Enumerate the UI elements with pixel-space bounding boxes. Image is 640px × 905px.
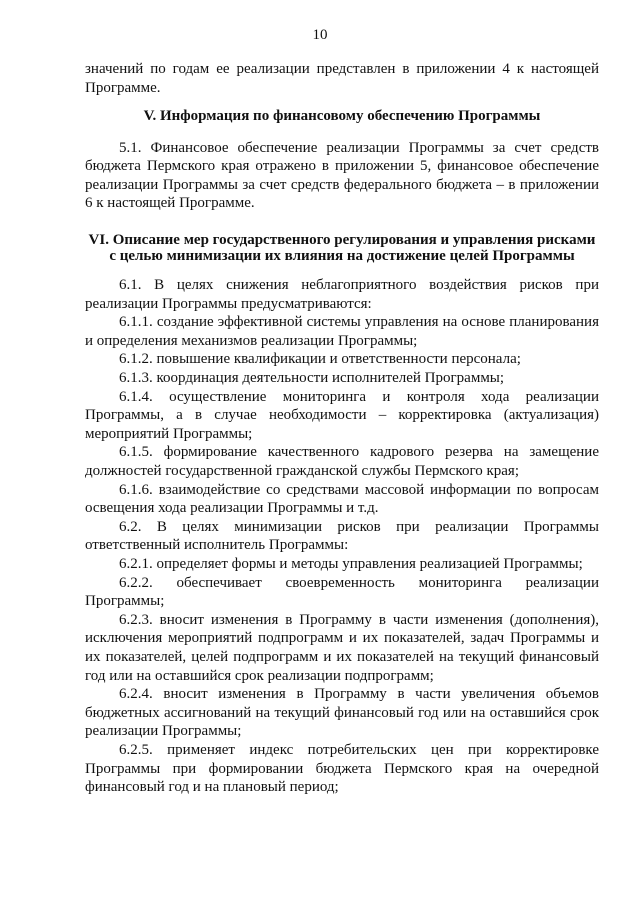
section-5-title: V. Информация по финансовому обеспечению Программы <box>143 108 541 125</box>
paragraph-6-1-5: 6.1.5. формирование качественного кадрового резерва на замещение должностей государственной гражданской службы Пермского края; <box>85 444 599 479</box>
page-number: 10 <box>312 27 328 43</box>
paragraph-6-1-4: 6.1.4. осуществление мониторинга и контроля хода реализации Программы, а в случае необходимости – корректировка (актуализация) мероприятий Программы; <box>85 388 599 442</box>
paragraph-6-2-5: 6.2.5. применяет индекс потребительских цен при корректировке Программы при формировании бюджета Пермского края на очередной финансовый год и на плановый период; <box>85 741 599 796</box>
paragraph-6-1-6: 6.1.6. взаимодействие со средствами массовой информации по вопросам освещения хода реализации Программы и т.д. <box>85 481 599 517</box>
paragraph-6-1-1: 6.1.1. создание эффективной системы управления на основе планирования и определения механизмов реализации Программы; <box>85 314 599 349</box>
paragraph-6-2-2: 6.2.2. обеспечивает своевременность мониторинга реализации Программы; <box>85 574 599 610</box>
section-6-title-line-2: с целью минимизации их влияния на достижение целей Программы <box>109 247 575 264</box>
paragraph-6-2-3: 6.2.3. вносит изменения в Программу в части изменения (дополнения), исключения мероприятий подпрограмм и их показателей, задач Программы и их показателей, целей подпрограмм и их показателей на текущий финансовый год или на оставшийся срок реализации подпрограмм; <box>85 611 599 684</box>
paragraph-continuation: значений по годам ее реализации представлен в приложении 4 к настоящей Программе. <box>85 61 599 96</box>
section-6-title-line-1: VI. Описание мер государственного регулирования и управления рисками <box>88 232 596 249</box>
paragraph-6-1-3: 6.1.3. координация деятельности исполнителей Программы; <box>119 370 505 387</box>
paragraph-6-1-2: 6.1.2. повышение квалификации и ответственности персонала; <box>119 351 521 368</box>
document-body <box>85 60 599 797</box>
paragraph-6-2: 6.2. В целях минимизации рисков при реализации Программы ответственный исполнитель Программы: <box>85 518 599 554</box>
section-6-title <box>85 233 599 264</box>
paragraph-6-1: 6.1. В целях снижения неблагоприятного воздействия рисков при реализации Программы предусматриваются: <box>85 277 599 312</box>
paragraph-6-2-1: 6.2.1. определяет формы и методы управления реализацией Программы; <box>119 555 583 572</box>
paragraph-6-2-4: 6.2.4. вносит изменения в Программу в части увеличения объемов бюджетных ассигнований на текущий финансовый год или на оставшийся срок реализации Программы; <box>85 686 599 740</box>
paragraph-5-1: 5.1. Финансовое обеспечение реализации Программы за счет средств бюджета Пермского края отражено в приложении 5, финансовое обеспечение реализации Программы за счет средств федерального бюджета – в приложении 6 к настоящей Программе. <box>85 139 599 212</box>
